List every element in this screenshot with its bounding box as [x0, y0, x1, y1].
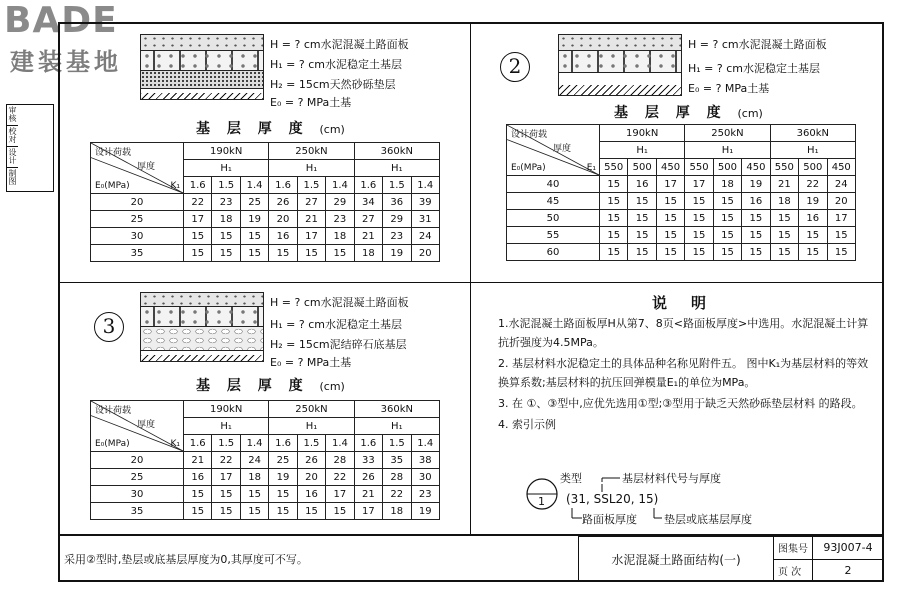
panel2-number: 2	[500, 52, 530, 82]
notes-title: 说明	[652, 294, 731, 312]
table-param-cell: 1.6	[269, 435, 297, 452]
table-cell: 21	[354, 486, 382, 503]
index-material-label: 基层材料代号与厚度	[622, 472, 721, 485]
notes-body	[498, 314, 870, 434]
table-cell: 15	[685, 210, 713, 227]
table-cell: 15	[600, 227, 628, 244]
table-cell: 45	[507, 193, 600, 210]
table-row-header: E₀(MPa)	[95, 439, 130, 449]
table-cell: 15	[240, 486, 268, 503]
table-cell: 21	[297, 211, 325, 228]
table-cell: 16	[628, 176, 656, 193]
table-cell: 15	[212, 503, 240, 520]
table-cell: 19	[240, 211, 268, 228]
panel2-layer-label: E₀ = ? MPa土基	[688, 82, 770, 95]
table-cell: 18	[326, 228, 354, 245]
panel1-section-diagram	[140, 34, 264, 100]
table-row	[507, 244, 856, 261]
table-header-row	[91, 401, 440, 418]
table-param-cell: 1.6	[354, 177, 382, 194]
table-sub-cell: H₁	[354, 160, 439, 177]
panel3-number: 3	[94, 312, 124, 342]
table-cell: 23	[411, 486, 440, 503]
table-param-cell: 500	[713, 159, 741, 176]
table-row-header: E₀(MPa)	[511, 163, 546, 173]
table-param-cell: 1.5	[212, 435, 240, 452]
table-load-cell: 190kN	[184, 401, 269, 418]
table-sub-cell: H₁	[184, 160, 269, 177]
table-cell: 19	[269, 469, 297, 486]
panel3-title	[196, 375, 345, 395]
table-cell: 18	[713, 176, 741, 193]
table-param-cell: 1.4	[240, 177, 268, 194]
table-cell: 18	[383, 503, 411, 520]
table-cell: 38	[411, 452, 440, 469]
table-cell: 15	[685, 244, 713, 261]
table-corner-cell	[91, 401, 184, 452]
drawing-title: 水泥混凝土路面结构(一)	[579, 537, 774, 582]
panel1-unit: (cm)	[319, 123, 345, 136]
table-cell: 34	[354, 194, 382, 211]
table-sub-cell: H₁	[354, 418, 439, 435]
table-cell: 24	[240, 452, 268, 469]
table-param-cell: 500	[799, 159, 827, 176]
table-thick-header: 厚度	[137, 420, 156, 430]
panel2-title-text: 基 层 厚 度	[614, 105, 727, 121]
panel1-layer-label: H₁ = ? cm水泥稳定土基层	[270, 58, 402, 71]
table-cell: 15	[184, 503, 212, 520]
table-sub-cell: H₁	[269, 160, 354, 177]
index-code: (31, SSL20, 15)	[566, 492, 659, 506]
table-cell: 26	[297, 452, 325, 469]
table-cell: 27	[354, 211, 382, 228]
panel3-unit: (cm)	[319, 380, 345, 393]
table-cell: 23	[383, 228, 411, 245]
table-cell: 20	[91, 452, 184, 469]
table-param-cell: 1.5	[297, 435, 325, 452]
table-row	[91, 452, 440, 469]
table-load-cell: 360kN	[354, 143, 439, 160]
table-row	[91, 228, 440, 245]
table-thick-header: 厚度	[553, 144, 572, 154]
table-cell: 16	[297, 486, 325, 503]
index-sub-label: 垫层或底基层厚度	[664, 513, 752, 526]
table-cell: 22	[184, 194, 212, 211]
table-sub-cell: H₁	[600, 142, 685, 159]
panel3-layer-label: H₁ = ? cm水泥稳定土基层	[270, 318, 402, 331]
table-cell: 18	[354, 245, 382, 262]
table-cell: 15	[269, 503, 297, 520]
table-load-cell: 250kN	[269, 143, 354, 160]
table-cell: 15	[713, 193, 741, 210]
table-sub-cell: H₁	[770, 142, 855, 159]
table-cell: 17	[297, 228, 325, 245]
table-cell: 20	[411, 245, 440, 262]
table-cell: 17	[685, 176, 713, 193]
table-param-cell: 450	[742, 159, 770, 176]
table-cell: 29	[383, 211, 411, 228]
table-cell: 35	[91, 245, 184, 262]
table-cell: 35	[91, 503, 184, 520]
table-cell: 30	[91, 486, 184, 503]
table-row-header: E₀(MPa)	[95, 181, 130, 191]
title-block	[578, 536, 884, 582]
table-cell: 16	[742, 193, 770, 210]
table-thick-header: 厚度	[137, 162, 156, 172]
table-cell: 15	[269, 245, 297, 262]
table-cell: 24	[411, 228, 440, 245]
table-row	[91, 194, 440, 211]
table-cell: 15	[184, 245, 212, 262]
table-cell: 33	[354, 452, 382, 469]
table-cell: 15	[240, 228, 268, 245]
table-cell: 50	[507, 210, 600, 227]
table-cell: 15	[827, 244, 856, 261]
page-label: 页 次	[774, 559, 813, 582]
middle-divider	[58, 282, 884, 283]
panel1-title	[196, 118, 345, 138]
table-cell: 15	[297, 503, 325, 520]
table-cell: 15	[742, 244, 770, 261]
table-cell: 15	[685, 193, 713, 210]
panel1-layer-label: H₂ = 15cm天然砂砾垫层	[270, 78, 396, 91]
table-cell: 17	[354, 503, 382, 520]
table-cell: 17	[656, 176, 684, 193]
table-cell: 18	[240, 469, 268, 486]
note-item: 4. 索引示例	[498, 418, 556, 431]
table-cell: 15	[656, 210, 684, 227]
table-cell: 24	[827, 176, 856, 193]
table-row	[91, 503, 440, 520]
table-cell: 15	[628, 210, 656, 227]
note-item: 1.水泥混凝土路面板厚H从第7、8页<路面板厚度>中选用。水泥混凝土计算抗折强度为4.5MPa。	[498, 317, 869, 349]
table-load-cell: 250kN	[685, 125, 770, 142]
table-cell: 15	[600, 176, 628, 193]
table-param-cell: 550	[600, 159, 628, 176]
panel2-table	[506, 124, 856, 261]
table-header-row	[507, 125, 856, 142]
table-cell: 20	[269, 211, 297, 228]
table-cell: 21	[770, 176, 798, 193]
table-load-header: 设计荷载	[95, 148, 132, 158]
panel2-section-diagram	[558, 34, 682, 96]
index-plate-label: 路面板厚度	[582, 513, 637, 526]
table-cell: 16	[799, 210, 827, 227]
stamp-cell: 审核	[7, 105, 18, 126]
table-param-cell: 450	[656, 159, 684, 176]
table-param-cell: 1.6	[354, 435, 382, 452]
table-cell: 17	[326, 486, 354, 503]
table-sub-cell: H₁	[184, 418, 269, 435]
panel3-layer-label: H = ? cm水泥混凝土路面板	[270, 296, 409, 309]
table-cell: 55	[507, 227, 600, 244]
atlas-label: 图集号	[774, 537, 813, 560]
table-cell: 15	[628, 244, 656, 261]
table-cell: 30	[91, 228, 184, 245]
table-row	[91, 469, 440, 486]
table-cell: 15	[600, 193, 628, 210]
atlas-value: 93J007-4	[813, 537, 884, 560]
table-cell: 15	[685, 227, 713, 244]
table-cell: 25	[240, 194, 268, 211]
table-row	[507, 176, 856, 193]
table-cell: 30	[411, 469, 440, 486]
table-cell: 17	[827, 210, 856, 227]
table-load-cell: 190kN	[184, 143, 269, 160]
table-param-cell: 1.4	[411, 177, 440, 194]
table-cell: 15	[628, 193, 656, 210]
panel2-unit: (cm)	[737, 107, 763, 120]
table-cell: 19	[383, 245, 411, 262]
table-cell: 15	[326, 245, 354, 262]
table-load-cell: 250kN	[269, 401, 354, 418]
table-cell: 29	[326, 194, 354, 211]
panel1-layer-label: H = ? cm水泥混凝土路面板	[270, 38, 409, 51]
table-row	[507, 193, 856, 210]
table-cell: 15	[269, 486, 297, 503]
table-cell: 40	[507, 176, 600, 193]
panel2-layer-label: H = ? cm水泥混凝土路面板	[688, 38, 827, 51]
index-type-label: 类型	[560, 472, 582, 485]
table-header-row	[91, 143, 440, 160]
table-cell: 26	[354, 469, 382, 486]
table-cell: 18	[212, 211, 240, 228]
panel2-title	[614, 102, 763, 122]
table-cell: 17	[212, 469, 240, 486]
table-cell: 15	[212, 228, 240, 245]
table-param-cell: 1.6	[269, 177, 297, 194]
table-cell: 16	[184, 469, 212, 486]
table-param-cell: 550	[770, 159, 798, 176]
table-cell: 15	[212, 486, 240, 503]
table-row	[91, 245, 440, 262]
table-cell: 15	[184, 486, 212, 503]
panel2-layer-label: H₁ = ? cm水泥稳定土基层	[688, 62, 820, 75]
table-cell: 15	[184, 228, 212, 245]
table-cell: 17	[184, 211, 212, 228]
table-param-cell: 1.5	[297, 177, 325, 194]
table-cell: 15	[600, 244, 628, 261]
table-cell: 31	[411, 211, 440, 228]
table-cell: 28	[383, 469, 411, 486]
table-cell: 15	[240, 245, 268, 262]
panel3-section-diagram	[140, 292, 264, 362]
table-load-cell: 190kN	[600, 125, 685, 142]
table-cell: 16	[269, 228, 297, 245]
table-param-cell: 1.6	[184, 177, 212, 194]
table-cell: 15	[656, 244, 684, 261]
stamp-cell: 制图	[8, 169, 17, 185]
note-item: 3. 在 ①、③型中,应优先选用①型;③型用于缺乏天然砂砾垫层材料 的路段。	[498, 397, 863, 410]
table-corner-cell	[91, 143, 184, 194]
table-cell: 25	[269, 452, 297, 469]
panel1-layer-label: E₀ = ? MPa土基	[270, 96, 352, 109]
center-divider	[470, 22, 471, 534]
stamp-cell: 校对	[7, 126, 18, 147]
brand-logo: BADE	[4, 0, 118, 41]
table-param-cell: 1.4	[411, 435, 440, 452]
table-param-cell: 500	[628, 159, 656, 176]
approval-stamp	[6, 104, 54, 192]
table-cell: 19	[799, 193, 827, 210]
table-cell: 15	[600, 210, 628, 227]
table-cell: 15	[326, 503, 354, 520]
table-row	[507, 210, 856, 227]
table-row	[91, 486, 440, 503]
table-load-cell: 360kN	[354, 401, 439, 418]
panel3-table	[90, 400, 440, 520]
table-cell: 18	[770, 193, 798, 210]
table-param-cell: 1.5	[383, 177, 411, 194]
panel3-title-text: 基 层 厚 度	[196, 378, 309, 394]
table-cell: 22	[326, 469, 354, 486]
panel3-layer-label: H₂ = 15cm泥结碎石底基层	[270, 338, 407, 351]
table-load-header: 设计荷载	[95, 406, 132, 416]
table-cell: 15	[799, 244, 827, 261]
table-param-cell: 1.5	[383, 435, 411, 452]
table-cell: 35	[383, 452, 411, 469]
table-cell: 22	[383, 486, 411, 503]
table-cell: 15	[656, 227, 684, 244]
table-cell: 15	[240, 503, 268, 520]
table-row	[507, 227, 856, 244]
panel1-title-text: 基 层 厚 度	[196, 121, 309, 137]
table-cell: 15	[628, 227, 656, 244]
table-param-cell: 1.4	[326, 435, 354, 452]
table-cell: 26	[269, 194, 297, 211]
table-corner-cell	[507, 125, 600, 176]
index-example	[520, 470, 850, 526]
table-cell: 20	[827, 193, 856, 210]
stamp-cell: 设计	[7, 147, 18, 168]
table-cell: 15	[742, 210, 770, 227]
table-cell: 21	[354, 228, 382, 245]
table-cell: 15	[713, 227, 741, 244]
table-cell: 15	[770, 244, 798, 261]
table-cell: 60	[507, 244, 600, 261]
note-item: 2. 基层材料水泥稳定土的具体品种名称见附件五。 图中K₁为基层材料的等效换算系数;基层材料的抗压回弹模量E₁的单位为MPa。	[498, 357, 869, 389]
table-cell: 19	[742, 176, 770, 193]
table-cell: 27	[297, 194, 325, 211]
table-load-header: 设计荷载	[511, 130, 548, 140]
table-cell: 23	[326, 211, 354, 228]
table-param-cell: 450	[827, 159, 856, 176]
table-cell: 25	[91, 211, 184, 228]
table-cell: 28	[326, 452, 354, 469]
table-cell: 15	[656, 193, 684, 210]
table-cell: 21	[184, 452, 212, 469]
table-cell: 15	[713, 244, 741, 261]
table-cell: 19	[411, 503, 440, 520]
table-k-header: K₁	[170, 439, 180, 449]
panel1-table	[90, 142, 440, 262]
panel3-layer-label: E₀ = ? MPa土基	[270, 356, 352, 369]
table-cell: 15	[770, 227, 798, 244]
table-cell: 23	[212, 194, 240, 211]
table-k-header: K₁	[170, 181, 180, 191]
index-circle-bottom: 1	[538, 495, 545, 508]
table-cell: 20	[91, 194, 184, 211]
table-load-cell: 360kN	[770, 125, 855, 142]
table-cell: 15	[827, 227, 856, 244]
table-cell: 22	[212, 452, 240, 469]
brand-logo-cn: 建装基地	[10, 48, 122, 76]
table-cell: 15	[713, 210, 741, 227]
table-param-cell: 1.5	[212, 177, 240, 194]
table-cell: 20	[297, 469, 325, 486]
table-cell: 15	[212, 245, 240, 262]
table-param-cell: 1.4	[240, 435, 268, 452]
table-cell: 15	[799, 227, 827, 244]
footer-note: 采用②型时,垫层或底基层厚度为0,其厚度可不写。	[64, 553, 308, 566]
table-param-cell: 1.6	[184, 435, 212, 452]
table-sub-cell: H₁	[685, 142, 770, 159]
table-cell: 36	[383, 194, 411, 211]
table-cell: 15	[770, 210, 798, 227]
table-cell: 15	[742, 227, 770, 244]
table-k-header: E₁	[586, 163, 596, 173]
page-value: 2	[813, 559, 884, 582]
table-cell: 39	[411, 194, 440, 211]
table-cell: 15	[297, 245, 325, 262]
table-param-cell: 550	[685, 159, 713, 176]
table-cell: 25	[91, 469, 184, 486]
table-cell: 22	[799, 176, 827, 193]
table-param-cell: 1.4	[326, 177, 354, 194]
table-row	[91, 211, 440, 228]
table-sub-cell: H₁	[269, 418, 354, 435]
